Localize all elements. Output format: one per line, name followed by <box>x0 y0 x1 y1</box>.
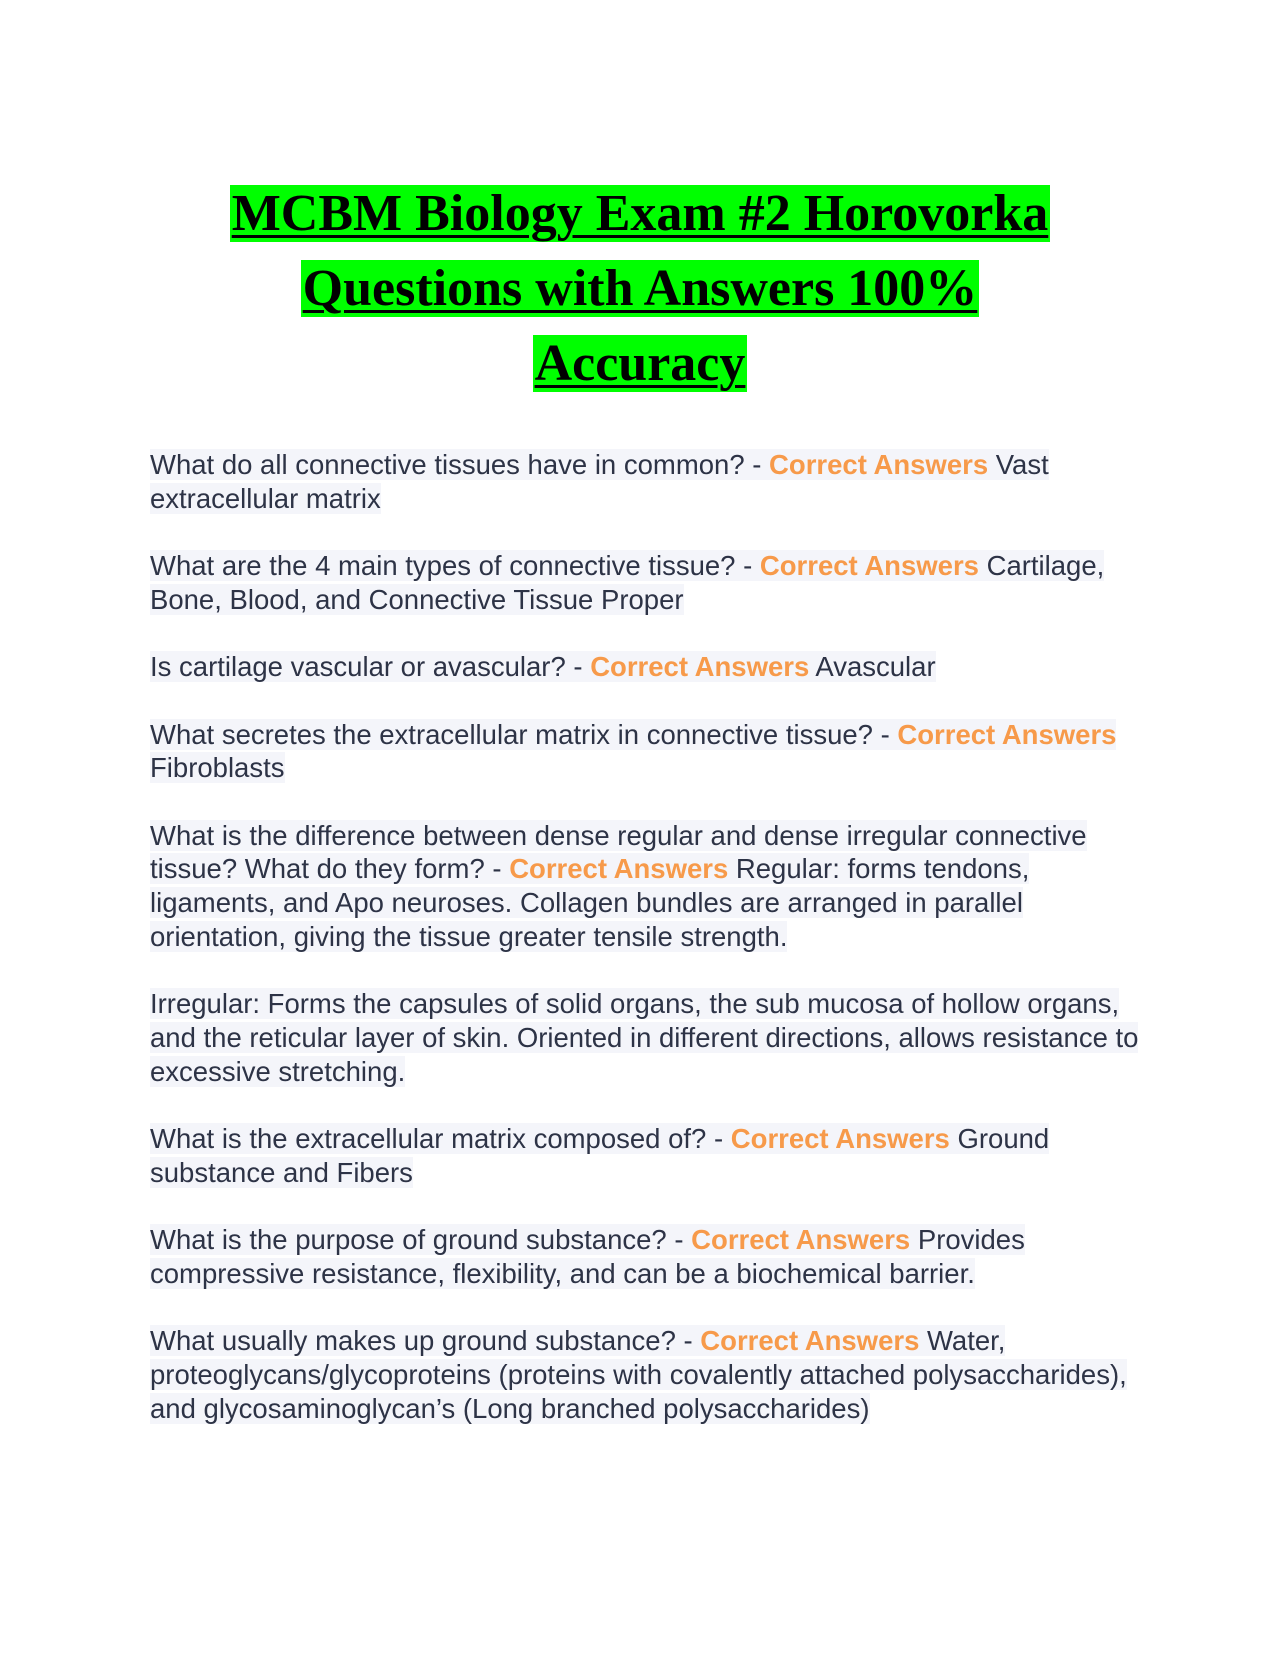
question-text: What usually makes up ground substance? - <box>150 1325 701 1357</box>
title-line-2: Questions with Answers 100% <box>302 260 978 317</box>
qa-item <box>150 549 1140 616</box>
answer-label: Correct Answers <box>590 651 810 683</box>
qa-item <box>150 1324 1140 1425</box>
title-line-1: MCBM Biology Exam #2 Horovorka <box>231 185 1049 242</box>
qa-item <box>150 650 1140 684</box>
answer-text: Provides compressive resistance, flexibility, and can be a biochemical barrier. <box>150 1224 1025 1289</box>
answer-label: Correct Answers <box>700 1325 920 1357</box>
answer-label: Correct Answers <box>691 1224 911 1256</box>
document-title <box>150 176 1130 401</box>
answer-text: Vast extracellular matrix <box>150 449 1049 514</box>
continuation-text: Irregular: Forms the capsules of solid organs, the sub mucosa of hollow organs, and the reticular layer of skin. Oriented in different directions, allows resistance to excessive stretching. <box>150 988 1139 1087</box>
qa-item <box>150 1223 1140 1290</box>
answer-text: Ground substance and Fibers <box>150 1122 1050 1188</box>
answer-text: Regular: forms tendons, ligaments, and Apo neuroses. Collagen bundles are arranged in parallel orientation, giving the tissue greater tensile strength. <box>150 853 1030 952</box>
answer-text: Avascular <box>809 651 936 683</box>
answer-text: Water, proteoglycans/glycoproteins (proteins with covalently attached polysaccharides), and glycosaminoglycan’s (Long branched polysaccharides) <box>150 1325 1127 1424</box>
question-text: What is the purpose of ground substance? - <box>150 1224 692 1256</box>
answer-text: Fibroblasts <box>150 752 285 784</box>
answer-label: Correct Answers <box>759 550 979 582</box>
qa-item <box>150 819 1140 954</box>
answer-label: Correct Answers <box>769 449 989 480</box>
question-text: What is the extracellular matrix composed of? - <box>150 1122 731 1154</box>
question-text: What do all connective tissues have in common? - <box>150 449 770 480</box>
answer-label: Correct Answers <box>730 1122 950 1154</box>
answer-continuation <box>150 987 1140 1088</box>
qa-item <box>150 1122 1140 1189</box>
answer-label: Correct Answers <box>509 853 729 885</box>
qa-item <box>150 718 1140 785</box>
answer-label: Correct Answers <box>897 718 1117 750</box>
qa-list <box>150 448 1140 1459</box>
question-text: Is cartilage vascular or avascular? - <box>150 651 591 683</box>
question-text: What is the difference between dense regular and dense irregular connective tissue? What do they form? - <box>150 819 1087 885</box>
question-text: What secretes the extracellular matrix in connective tissue? - <box>150 718 898 750</box>
title-line-3: Accuracy <box>534 335 746 392</box>
answer-text: Cartilage, Bone, Blood, and Connective Tissue Proper <box>150 550 1105 615</box>
question-text: What are the 4 main types of connective tissue? - <box>150 550 760 582</box>
qa-item <box>150 448 1140 515</box>
